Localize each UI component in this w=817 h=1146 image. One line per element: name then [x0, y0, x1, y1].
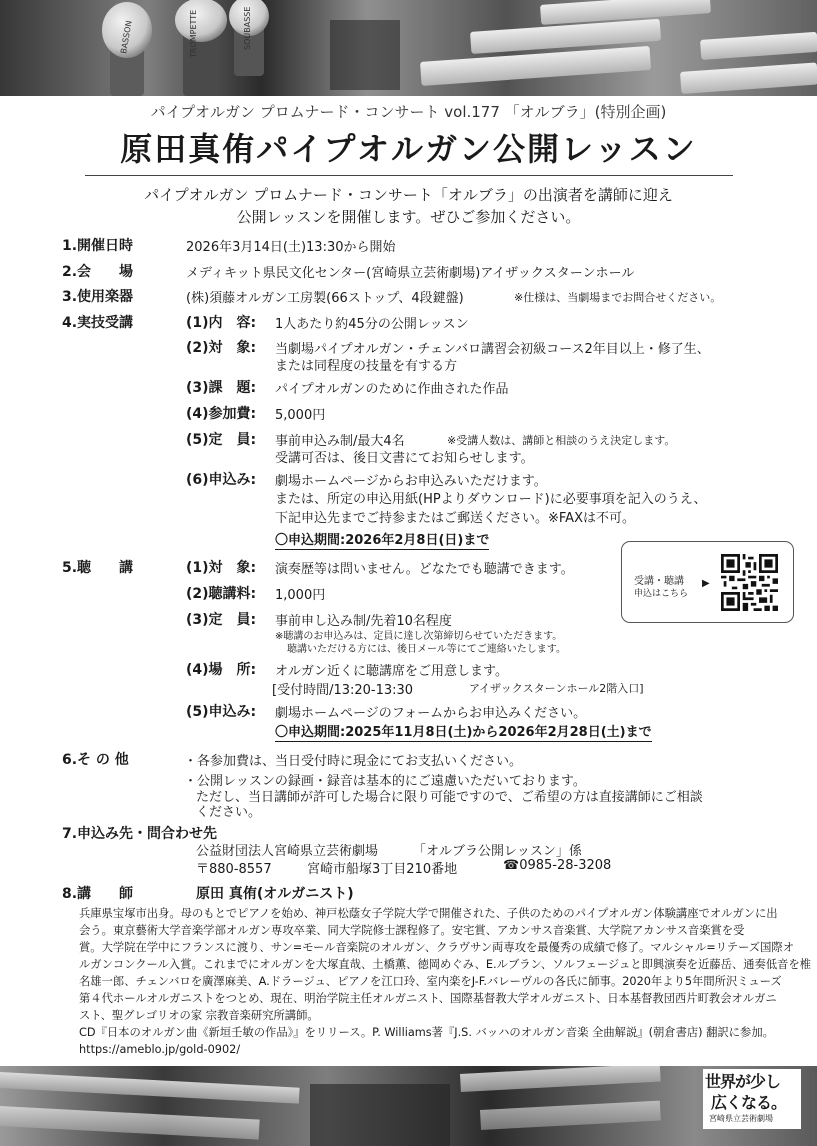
section-6-label: 6.そ の 他: [62, 752, 129, 768]
other-item-1: ・各参加費は、当日受付時に現金にてお支払いください。: [184, 754, 523, 769]
bio-line-7: スト、聖グレゴリオの家 宗教音楽研究所講師。: [79, 1009, 319, 1022]
lesson-apply-label: (6)申込み:: [186, 472, 257, 488]
title-divider: [85, 175, 733, 176]
contact-phone: ☎0985-28-3208: [503, 858, 612, 873]
lesson-capacity-note: ※受講人数は、講師と相談のうえ決定します。: [447, 434, 676, 447]
audit-place-label: (4)場 所:: [186, 662, 257, 678]
qr-code-icon[interactable]: [721, 554, 778, 611]
lesson-content-label: (1)内 容:: [186, 315, 257, 331]
instrument-note: ※仕様は、当劇場までお問合せください。: [514, 291, 722, 304]
section-3-label: 3.使用楽器: [62, 289, 134, 305]
bio-line-2: 会う。東京藝術大学音楽学部オルガン専攻卒業、同大学院修士課程修了。安宅賞、アカンサス音楽賞、大学院アカンサス音楽賞を受: [79, 924, 745, 937]
qr-box-line-2: 申込はこちら: [634, 589, 689, 599]
section-8-label: 8.講 師: [62, 886, 134, 902]
intro-line-2: 公開レッスンを開催します。ぜひご参加ください。: [236, 208, 581, 226]
contact-org: 公益財団法人宮崎県立芸術劇場: [196, 844, 379, 859]
other-item-2-line-2: ただし、当日講師が許可した場合に限り可能ですので、ご希望の方は直接講師にご相談: [196, 790, 703, 805]
other-item-2-line-3: ください。: [196, 805, 262, 820]
lesson-capacity-line-2: 受講可否は、後日文書にてお知らせします。: [275, 451, 534, 466]
theater-logo: [703, 1069, 801, 1129]
organ-console-photo: [0, 1066, 817, 1146]
audit-fee-label: (2)聴講料:: [186, 586, 257, 602]
instrument-value: (株)須藤オルガン工房製(66ストップ、4段鍵盤): [186, 291, 464, 306]
arrow-right-icon: ▶: [702, 578, 710, 589]
lesson-theme-label: (3)課 題:: [186, 380, 257, 396]
audit-apply-value: 劇場ホームページのフォームからお申込みください。: [275, 706, 587, 721]
section-2-label: 2.会 場: [62, 264, 134, 280]
lesson-capacity-value: 事前申込み制/最大4名: [275, 434, 405, 449]
lesson-target-line-1: 当劇場パイプオルガン・チェンバロ講習会初級コース2年目以上・修了生、: [275, 342, 710, 357]
intro-line-1: パイプオルガン プロムナード・コンサート「オルブラ」の出演者を講師に迎え: [144, 186, 673, 204]
bio-line-5: 名雄一郎、チェンバロを廣澤麻美、A.ドラージュ、ピアノを江口玲、室内楽をJ-F.バレーヴルの各氏に師事。2020年より5年間所沢ミューズ: [79, 975, 782, 988]
lesson-target-line-2: または同程度の技量を有する方: [275, 359, 458, 374]
section-4-label: 4.実技受講: [62, 315, 134, 331]
qr-apply-box[interactable]: [621, 541, 794, 623]
lesson-apply-line-2: または、所定の申込用紙(HPよりダウンロード)に必要事項を記入のうえ、: [275, 492, 707, 507]
lesson-capacity-label: (5)定 員:: [186, 432, 257, 448]
audit-reception-time: [受付時間/13:20-13:30: [272, 683, 414, 698]
instructor-blog-link[interactable]: https://ameblo.jp/gold-0902/: [79, 1043, 241, 1056]
logo-line-3: 宮崎県立芸術劇場: [709, 1114, 773, 1123]
audit-apply-label: (5)申込み:: [186, 704, 257, 720]
bio-line-1: 兵庫県宝塚市出身。母のもとでピアノを始め、神戸松蔭女子学院大学で開催された、子供のためのパイプオルガン体験講座でオルガンに出: [79, 907, 778, 920]
logo-line-1: 世界が少し: [705, 1072, 781, 1091]
audit-apply-period: 〇申込期間:2025年11月8日(土)から2026年2月28日(土)まで: [275, 725, 652, 740]
audit-target-value: 演奏歴等は問いません。どなたでも聴講できます。: [275, 562, 574, 577]
lesson-content-value: 1人あたり約45分の公開レッスン: [275, 317, 469, 332]
event-subtitle: パイプオルガン プロムナード・コンサート vol.177 「オルブラ」(特別企画): [150, 103, 667, 121]
bio-line-6: 第４代ホールオルガニストをつとめ、現在、明治学院主任オルガニスト、国際基督教大学オルガニスト、日本基督教団西片町教会オルガニ: [79, 992, 777, 1005]
lesson-apply-period: 〇申込期間:2026年2月8日(日)まで: [275, 533, 490, 548]
section-1-label: 1.開催日時: [62, 238, 134, 254]
lesson-target-label: (2)対 象:: [186, 340, 257, 356]
section-5-label: 5.聴 講: [62, 560, 134, 576]
stop-label-3: SOUBASSE: [243, 6, 252, 50]
stop-label-1: BASSON: [119, 19, 134, 55]
contact-postal: 〒880-8557: [196, 862, 272, 877]
section-7-label: 7.申込み先・問合わせ先: [62, 826, 218, 842]
audit-fee-value: 1,000円: [275, 588, 326, 603]
qr-box-line-1: 受講・聴講: [634, 576, 684, 587]
audit-place-value: オルガン近くに聴講席をご用意します。: [275, 664, 508, 679]
date-time-value: 2026年3月14日(土)13:30から開始: [186, 240, 396, 255]
contact-dept: 「オルブラ公開レッスン」係: [413, 844, 582, 859]
lesson-apply-line-3: 下記申込先までご持参またはご郵送ください。※FAXは不可。: [275, 511, 635, 526]
audit-capacity-note-1: ※聴講のお申込みは、定員に達し次第締切らせていただきます。: [275, 631, 563, 642]
other-item-2-line-1: ・公開レッスンの録画・録音は基本的にご遠慮いただいております。: [184, 774, 586, 789]
audit-capacity-label: (3)定 員:: [186, 612, 257, 628]
lesson-fee-value: 5,000円: [275, 408, 326, 423]
bio-line-4: ルガンコンクール入賞。これまでにオルガンを大塚直哉、土橋薫、徳岡めぐみ、E.ルブラン、ソルフェージュと即興演奏を近藤岳、通奏低音を椎: [79, 958, 812, 971]
lesson-apply-line-1: 劇場ホームページからお申込みいただけます。: [275, 474, 547, 489]
audit-capacity-value: 事前申し込み制/先着10名程度: [275, 614, 452, 629]
audit-target-label: (1)対 象:: [186, 560, 257, 576]
bio-line-8: CD『日本のオルガン曲《新垣壬敏の作品》』をリリース。P. Williams著『J.S. バッハのオルガン音楽 全曲解説』(朝倉書店) 翻訳に参加。: [79, 1026, 774, 1039]
lesson-fee-label: (4)参加費:: [186, 406, 257, 422]
audit-reception-place: アイザックスターンホール2階入口]: [469, 682, 644, 695]
instructor-name: 原田 真侑(オルガニスト): [196, 886, 354, 902]
bio-line-3: 賞。大学院在学中にフランスに渡り、サン=モール音楽院のオルガン、クラヴサン両専攻を最優秀の成績で修了。マルシャル=リテーズ国際オ: [79, 941, 794, 954]
contact-address: 宮崎市船塚3丁目210番地: [307, 862, 458, 877]
logo-line-2: 広くなる。: [711, 1093, 787, 1112]
lesson-theme-value: パイプオルガンのために作曲された作品: [275, 382, 509, 397]
venue-value: メディキット県民文化センター(宮崎県立芸術劇場)アイザックスターンホール: [186, 266, 635, 281]
page-title: 原田真侑パイプオルガン公開レッスン: [120, 130, 697, 168]
audit-capacity-note-2: 聴講いただける方には、後日メール等にてご連絡いたします。: [287, 644, 566, 655]
stop-label-2: TROMPETTE: [189, 9, 198, 58]
organ-stops-photo: [0, 0, 817, 96]
